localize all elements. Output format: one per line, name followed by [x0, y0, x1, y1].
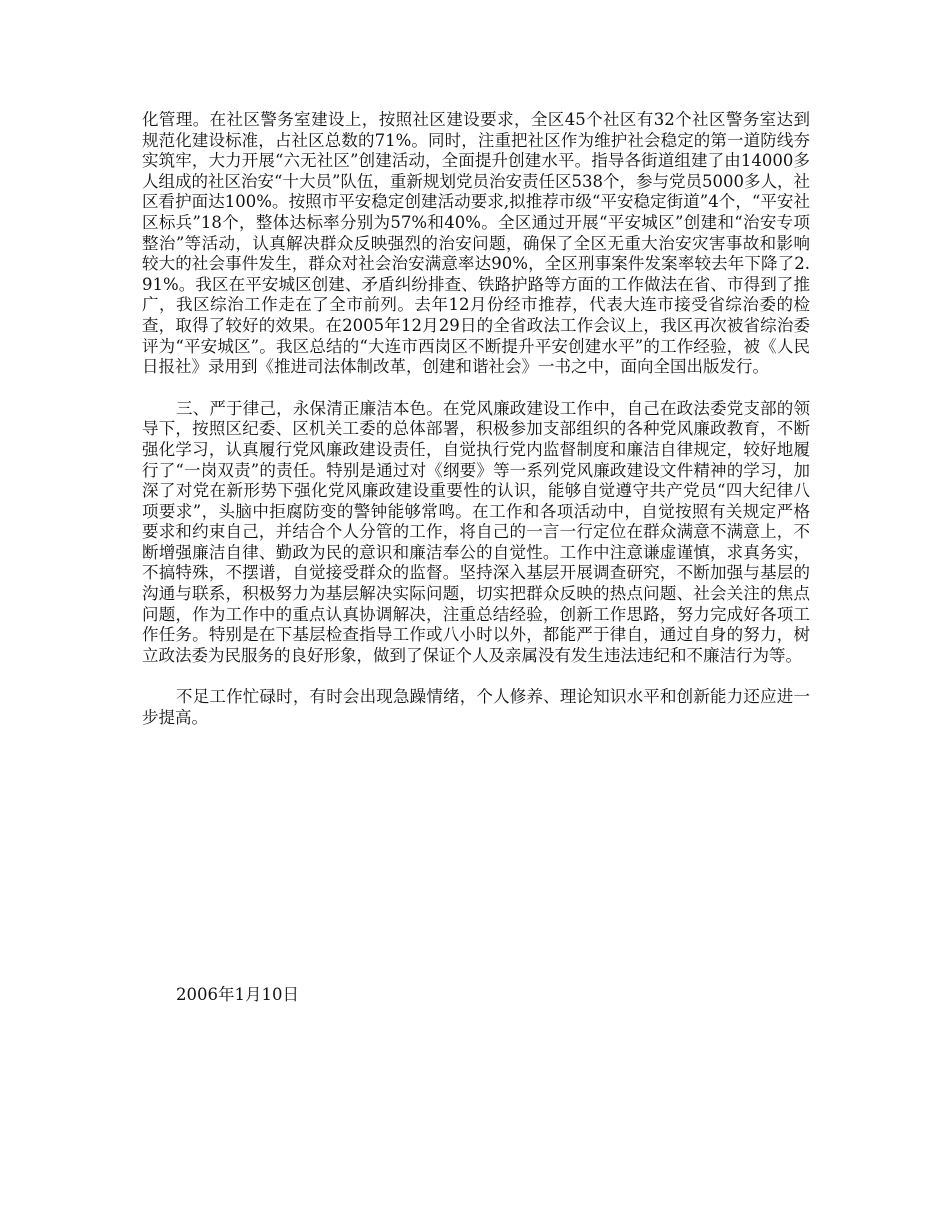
paragraph-social-security: 化管理。在社区警务室建设上，按照社区建设要求，全区45个社区有32个社区警务室达到规范化建设标准，占社区总数的71%。同时，注重把社区作为维护社会稳定的第一道防线夯实筑牢，大力开展“六无社区”创建活动，全面提升创建水平。指导各街道组建了由14000多人组成的社区治安“十大员”队伍，重新规划党员治安责任区538个，参与党员5000多人，社区看护面达100%。按照市平安稳定创建活动要求,拟推荐市级“平安稳定街道”4个，“平安社区标兵”18个，整体达标率分别为57%和40%。全区通过开展“平安城区”创建和“治安专项整治”等活动，认真解决群众反映强烈的治安问题，确保了全区无重大治安灾害事故和影响较大的社会事件发生，群众对社会治安满意率达90%，全区刑事案件发案率较去年下降了2.91%。我区在平安城区创建、矛盾纠纷排查、铁路护路等方面的工作做法在省、市得到了推广，我区综治工作走在了全市前列。去年12月份经市推荐，代表大连市接受省综治委的检查，取得了较好的效果。在2005年12月29日的全省政法工作会议上，我区再次被省综治委评为“平安城区”。我区总结的“大连市西岗区不断提升平安创建水平”的工作经验，被《人民日报社》录用到《推进司法体制改革，创建和谐社会》一书之中，面向全国出版发行。	[142, 110, 810, 377]
document-body	[142, 110, 810, 729]
paragraph-self-discipline: 三、严于律己，永保清正廉洁本色。在党风廉政建设工作中，自己在政法委党支部的领导下，按照区纪委、区机关工委的总体部署，积极参加支部组织的各种党风廉政教育，不断强化学习，认真履行党风廉政建设责任，自觉执行党内监督制度和廉洁自律规定，较好地履行了“一岗双责”的责任。特别是通过对《纲要》等一系列党风廉政建设文件精神的学习，加深了对党在新形势下强化党风廉政建设重要性的认识，能够自觉遵守共产党员“四大纪律八项要求”，头脑中拒腐防变的警钟能够常鸣。在工作和各项活动中，自觉按照有关规定严格要求和约束自己，并结合个人分管的工作，将自己的一言一行定位在群众满意不满意上，不断增强廉洁自律、勤政为民的意识和廉洁奉公的自觉性。工作中注意谦虚谨慎，求真务实，不搞特殊，不摆谱，自觉接受群众的监督。坚持深入基层开展调查研究，不断加强与基层的沟通与联系，积极努力为基层解决实际问题，切实把群众反映的热点问题、社会关注的焦点问题，作为工作中的重点认真协调解决，注重总结经验，创新工作思路，努力完成好各项工作任务。特别是在下基层检查指导工作或八小时以外，都能严于律自，通过自身的努力，树立政法委为民服务的良好形象，做到了保证个人及亲属没有发生违法违纪和不廉洁行为等。	[142, 398, 810, 665]
document-date: 2006年1月10日	[176, 985, 299, 1004]
paragraph-spacer	[142, 666, 810, 687]
paragraph-shortcomings: 不足工作忙碌时，有时会出现急躁情绪，个人修养、理论知识水平和创新能力还应进一步提高。	[142, 687, 810, 728]
paragraph-spacer	[142, 378, 810, 399]
